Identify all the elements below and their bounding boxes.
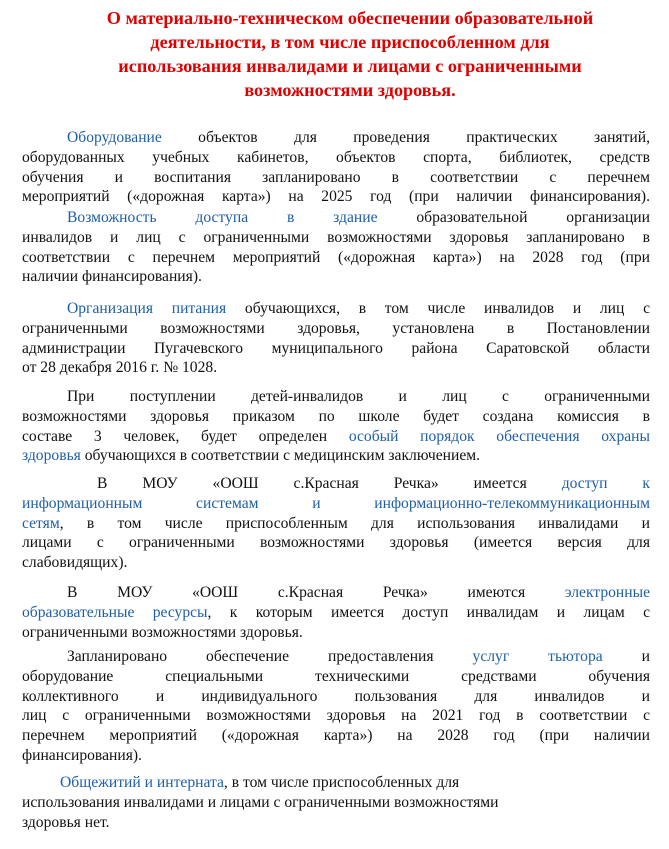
text: коллективного и индивидуального пользования для инвалидов и <box>22 687 650 705</box>
paragraph-electronic-resources <box>22 583 650 642</box>
title-line: использования инвалидами и лицами с ограниченными <box>118 56 582 76</box>
title-line: деятельности, в том числе приспособленном для <box>150 32 550 52</box>
paragraph-health-protection <box>22 387 650 466</box>
paragraph-dormitory <box>22 773 650 832</box>
text: лиц с ограниченными возможностями здоровья на 2021 год в соответствии с <box>22 707 650 725</box>
text: При поступлении детей-инвалидов и лиц с ограниченными <box>67 388 650 405</box>
paragraph-tutor-services <box>22 647 650 766</box>
link-tutor-services[interactable]: услуг тьютора <box>472 648 603 665</box>
text: оборудованных учебных кабинетов, объектов спорта, библиотек, средств <box>22 148 650 166</box>
text: ограниченными возможностями здоровья, установлена в Постановлении <box>22 319 650 337</box>
text: наличии финансирования). <box>22 268 202 286</box>
text: соответствии с перечнем мероприятий («дорожная карта») на 2028 год (при <box>22 248 650 266</box>
link-electronic-resources[interactable]: электронные <box>564 584 650 601</box>
document-title <box>40 6 660 102</box>
paragraph-information-systems <box>22 474 650 573</box>
text: составе 3 человек, будет определен <box>22 427 349 445</box>
paragraph-equipment <box>22 128 650 207</box>
text: возможностями здоровья приказом по школе будет создана комиссия в <box>22 407 650 425</box>
link-info-networks[interactable]: сетям <box>22 514 60 532</box>
link-health-protection[interactable]: особый порядок обеспечения охраны <box>348 427 651 445</box>
text: В МОУ «ООШ с.Красная Речка» имеется <box>97 475 562 492</box>
link-nutrition[interactable]: Организация питания <box>67 300 227 317</box>
link-equipment[interactable]: Оборудование <box>67 129 162 146</box>
text: образовательной организации <box>377 209 650 226</box>
text: объектов для проведения практических занятий, <box>161 129 650 146</box>
text: финансирования). <box>22 746 142 764</box>
text: ограниченными возможностями здоровья. <box>22 623 303 641</box>
title-line: О материально-техническом обеспечении образовательной <box>106 8 594 28</box>
text: от 28 декабря 2016 г. № 1028. <box>22 359 218 377</box>
link-electronic-resources-cont[interactable]: образовательные ресурсы <box>22 603 208 621</box>
text: инвалидов и лиц с ограниченными возможностями здоровья запланировано в <box>22 228 650 246</box>
text: обучения и воспитания запланировано в соответствии с перечнем <box>22 168 650 186</box>
link-info-access[interactable]: доступ к <box>561 475 650 492</box>
text: мероприятий («дорожная карта») на 2025 год (при наличии финансирования). <box>22 188 650 206</box>
text: обучающихся в соответствии с медицинским заключением. <box>80 447 481 465</box>
link-info-systems[interactable]: информационным системам и информационно-телекоммуникационным <box>22 494 650 512</box>
text: , в том числе приспособленных для <box>223 774 460 791</box>
text: Запланировано обеспечение предоставления <box>67 648 473 665</box>
link-dormitory[interactable]: Общежитий и интерната <box>60 774 224 791</box>
link-building-access[interactable]: Возможность доступа в здание <box>67 209 378 226</box>
paragraph-nutrition <box>22 299 650 378</box>
text: оборудование специальными техническими средствами обучения <box>22 667 650 685</box>
text: перечнем мероприятий («дорожная карта») на 2028 год (при наличии <box>22 727 650 745</box>
text: здоровья нет. <box>22 813 110 831</box>
text: обучающихся, в том числе инвалидов и лиц с <box>226 300 651 317</box>
paragraph-building-access <box>22 208 650 287</box>
title-line: возможностями здоровья. <box>244 80 456 100</box>
text: лицами с ограниченными возможностями здоровья (имеется версия для <box>22 534 650 552</box>
text: В МОУ «ООШ с.Красная Речка» имеются <box>67 584 565 601</box>
text: слабовидящих). <box>22 554 128 572</box>
text: администрации Пугачевского муниципального района Саратовской области <box>22 339 650 357</box>
text: , в том числе приспособленным для использования инвалидами и <box>59 514 650 532</box>
text: , к которым имеется доступ инвалидам и лицам с <box>207 603 650 621</box>
link-health-protection-cont[interactable]: здоровья <box>22 447 81 465</box>
text: использования инвалидами и лицами с ограниченными возможностями <box>22 793 499 811</box>
text: и <box>602 648 650 665</box>
